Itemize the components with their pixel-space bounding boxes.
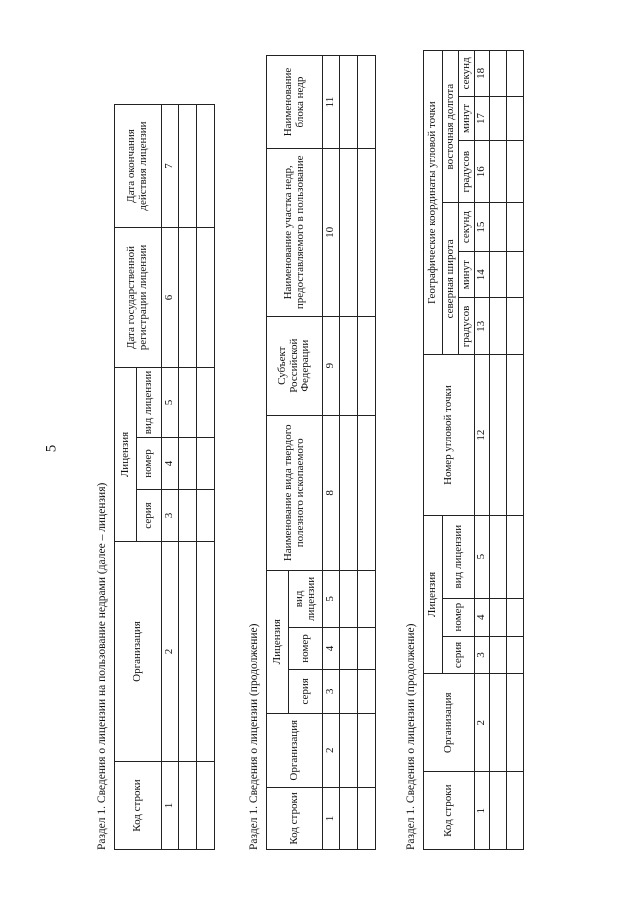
header-plot: Наименование участка недр, предоставляемого в пользование (267, 149, 323, 316)
index-cell: 5 (162, 368, 179, 438)
header-number: номер (137, 438, 162, 490)
index-cell: 12 (475, 355, 490, 515)
header-geo-coordinates: Географические координаты угловой точки (424, 51, 443, 355)
header-license: Лицензия (267, 570, 289, 713)
header-reg-date: Дата государственной регистрации лицензии (115, 228, 162, 368)
table-row (490, 51, 507, 850)
coordinates-table (423, 50, 524, 850)
header-point-number: Номер угловой точки (424, 355, 475, 515)
header-license: Лицензия (424, 515, 443, 673)
table-row (340, 56, 358, 850)
header-north-latitude: северная широта (443, 203, 459, 355)
header-organization: Организация (115, 542, 162, 762)
index-cell: 2 (323, 713, 340, 787)
index-cell: 16 (475, 141, 490, 203)
table-row (179, 105, 197, 850)
header-minutes: минут (459, 96, 475, 140)
header-degrees: градусов (459, 298, 475, 355)
table-row (197, 105, 215, 850)
header-row-code: Код строки (424, 772, 475, 850)
index-cell: 1 (162, 762, 179, 850)
index-cell: 2 (162, 542, 179, 762)
index-cell: 11 (323, 56, 340, 149)
index-cell: 17 (475, 96, 490, 140)
header-number: номер (289, 627, 323, 669)
header-degrees: градусов (459, 141, 475, 203)
index-cell: 6 (162, 228, 179, 368)
index-cell: 2 (475, 674, 490, 772)
header-kind: вид лицензии (137, 368, 162, 438)
header-subject: Субъект Российской Федерации (267, 316, 323, 415)
section-3-caption: Раздел 1. Сведения о лицензии (продолжение) (405, 623, 417, 850)
header-seconds: секунд (459, 51, 475, 97)
index-cell: 8 (323, 415, 340, 570)
index-cell: 5 (323, 570, 340, 627)
section-2-caption: Раздел 1. Сведения о лицензии (продолжение) (248, 623, 260, 850)
header-east-longitude: восточная долгота (443, 51, 459, 203)
header-row-code: Код строки (267, 787, 323, 849)
header-organization: Организация (424, 674, 475, 772)
index-cell: 18 (475, 51, 490, 97)
index-cell: 7 (162, 105, 179, 228)
index-cell: 9 (323, 316, 340, 415)
table-row (358, 56, 376, 850)
index-cell: 3 (162, 490, 179, 542)
section-1-caption: Раздел 1. Сведения о лицензии на пользование недрами (далее – лицензия) (96, 482, 108, 850)
index-cell: 4 (162, 438, 179, 490)
header-kind: вид лицензии (289, 570, 323, 627)
index-cell: 5 (475, 515, 490, 598)
header-block: Наименование блока недр (267, 56, 323, 149)
index-cell: 14 (475, 251, 490, 298)
header-mineral: Наименование вида твердого полезного ископаемого (267, 415, 323, 570)
header-series: серия (137, 490, 162, 542)
header-number: номер (443, 598, 475, 636)
index-cell: 1 (323, 787, 340, 849)
header-kind: вид лицензии (443, 515, 475, 598)
index-cell: 13 (475, 298, 490, 355)
license-table (114, 104, 215, 850)
header-organization: Организация (267, 713, 323, 787)
table-row (507, 51, 524, 850)
header-series: серия (289, 670, 323, 713)
index-cell: 10 (323, 149, 340, 316)
index-cell: 3 (323, 670, 340, 713)
header-row-code: Код строки (115, 762, 162, 850)
index-cell: 4 (323, 627, 340, 669)
page-number: 5 (43, 444, 60, 453)
index-cell: 3 (475, 636, 490, 673)
header-license: Лицензия (115, 368, 137, 542)
license-table-continued (266, 55, 376, 850)
index-cell: 4 (475, 598, 490, 636)
header-series: серия (443, 636, 475, 673)
index-cell: 15 (475, 203, 490, 252)
header-seconds: секунд (459, 203, 475, 252)
index-cell: 1 (475, 772, 490, 850)
header-minutes: минут (459, 251, 475, 298)
header-end-date: Дата окончания действия лицензии (115, 105, 162, 228)
